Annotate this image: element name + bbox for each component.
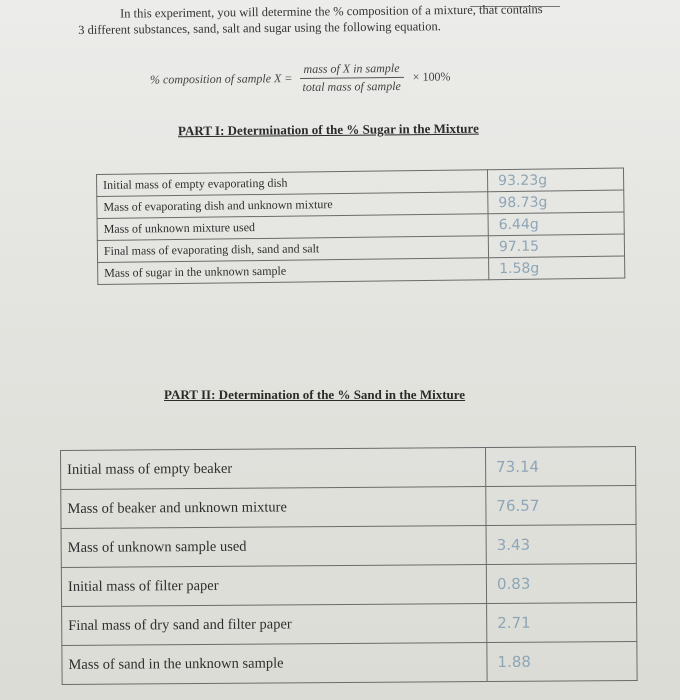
table-row bbox=[61, 446, 636, 489]
row-value: 1.58g bbox=[489, 256, 625, 280]
row-value: 93.23g bbox=[487, 168, 623, 192]
row-value: 3.43 bbox=[486, 524, 636, 564]
row-label: Mass of sand in the unknown sample bbox=[62, 643, 487, 685]
row-label: Initial mass of filter paper bbox=[61, 565, 486, 607]
row-value: 73.14 bbox=[485, 446, 635, 486]
table-row bbox=[62, 602, 637, 645]
row-value: 76.57 bbox=[486, 485, 636, 525]
table-row bbox=[62, 641, 637, 684]
row-value: 0.83 bbox=[486, 563, 636, 603]
equation-multiplier: × 100% bbox=[412, 69, 451, 84]
table-row bbox=[61, 524, 636, 567]
part1-heading: PART I: Determination of the % Sugar in the Mixture bbox=[177, 120, 479, 139]
row-label: Mass of unknown sample used bbox=[61, 526, 486, 568]
row-value: 2.71 bbox=[487, 602, 637, 642]
row-label: Mass of beaker and unknown mixture bbox=[61, 487, 486, 529]
row-label: Final mass of evaporating dish, sand and salt bbox=[97, 236, 488, 263]
row-value: 97.15 bbox=[488, 234, 624, 258]
sand-data-table bbox=[60, 446, 638, 685]
table-row bbox=[61, 485, 636, 528]
intro-line-1: In this experiment, you will determine the % composition of a mixture, that contains bbox=[120, 2, 543, 21]
intro-line-2: 3 different substances, sand, salt and sugar using the following equation. bbox=[78, 19, 441, 37]
intro-paragraph bbox=[78, 0, 638, 38]
row-label: Mass of unknown mixture used bbox=[97, 214, 488, 241]
row-label: Mass of evaporating dish and unknown mixture bbox=[97, 192, 488, 219]
row-value: 98.73g bbox=[488, 190, 624, 214]
table-row bbox=[61, 563, 636, 606]
equation-fraction bbox=[298, 61, 405, 95]
sugar-data-table bbox=[96, 168, 625, 285]
equation-numerator: mass of X in sample bbox=[299, 61, 403, 79]
equation-lhs: % composition of sample X = bbox=[149, 71, 293, 87]
row-label: Initial mass of empty beaker bbox=[61, 448, 486, 490]
part2-heading: PART II: Determination of the % Sand in the Mixture bbox=[164, 387, 466, 402]
row-label: Mass of sugar in the unknown sample bbox=[98, 258, 489, 285]
row-value: 1.88 bbox=[487, 641, 637, 681]
equation-denominator: total mass of sample bbox=[302, 78, 401, 94]
row-value: 6.44g bbox=[488, 212, 624, 236]
row-label: Final mass of dry sand and filter paper bbox=[62, 604, 487, 646]
row-label: Initial mass of empty evaporating dish bbox=[97, 170, 488, 197]
composition-equation bbox=[150, 60, 451, 96]
